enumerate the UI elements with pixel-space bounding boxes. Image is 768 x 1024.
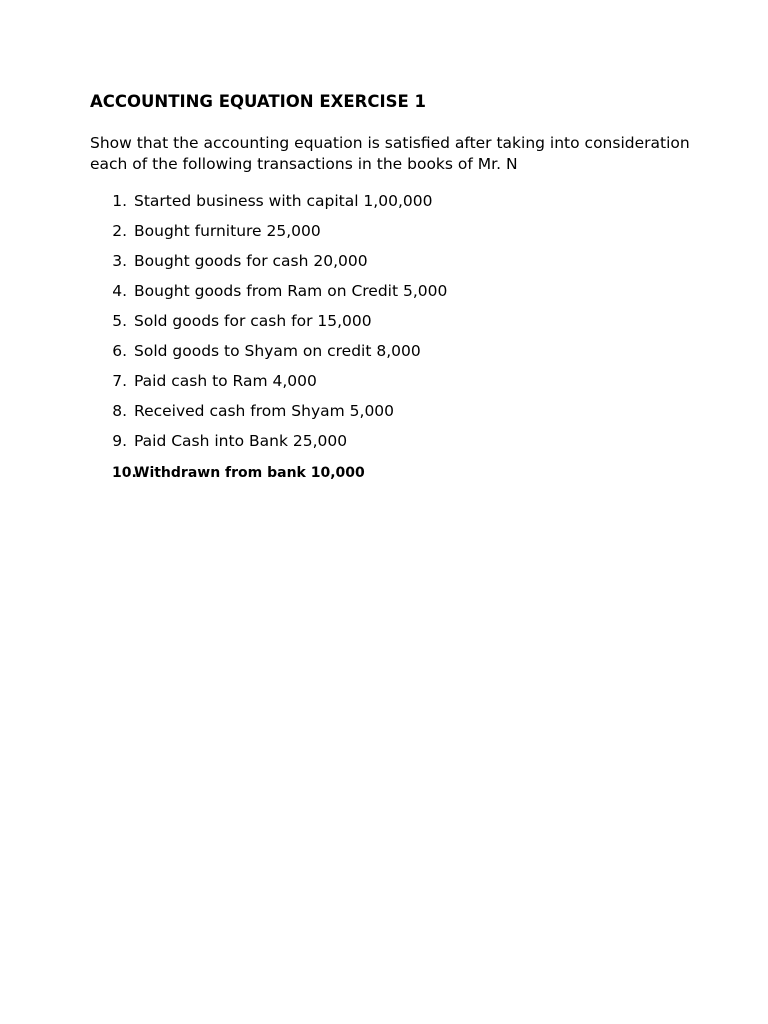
list-item-number: 10. [112, 465, 137, 481]
list-item-number: 8. [112, 402, 127, 420]
list-item-text: Paid Cash into Bank 25,000 [134, 432, 348, 450]
list-item-number: 7. [112, 372, 127, 390]
list-item-text: Sold goods for cash for 15,000 [134, 312, 372, 330]
list-item-text: Withdrawn from bank 10,000 [134, 465, 365, 481]
list-item-number: 9. [112, 432, 127, 450]
list-item-text: Bought goods from Ram on Credit 5,000 [134, 282, 448, 300]
list-item-text: Paid cash to Ram 4,000 [134, 372, 317, 390]
list-item-text: Sold goods to Shyam on credit 8,000 [134, 342, 421, 360]
intro-line-1: Show that the accounting equation is satisfied after taking into consideration [90, 134, 690, 152]
list-item-text: Bought goods for cash 20,000 [134, 252, 368, 270]
list-item-number: 6. [112, 342, 127, 360]
intro-paragraph [90, 133, 690, 175]
intro-line-2: each of the following transactions in the books of Mr. N [90, 155, 518, 173]
list-item-text: Started business with capital 1,00,000 [134, 192, 433, 210]
list-item-text: Received cash from Shyam 5,000 [134, 402, 395, 420]
document-title: ACCOUNTING EQUATION EXERCISE 1 [90, 92, 426, 111]
list-item-text: Bought furniture 25,000 [134, 222, 321, 240]
list-item-number: 2. [112, 222, 127, 240]
list-item-number: 1. [112, 192, 127, 210]
list-item-number: 5. [112, 312, 127, 330]
list-item-number: 4. [112, 282, 127, 300]
list-item-number: 3. [112, 252, 127, 270]
